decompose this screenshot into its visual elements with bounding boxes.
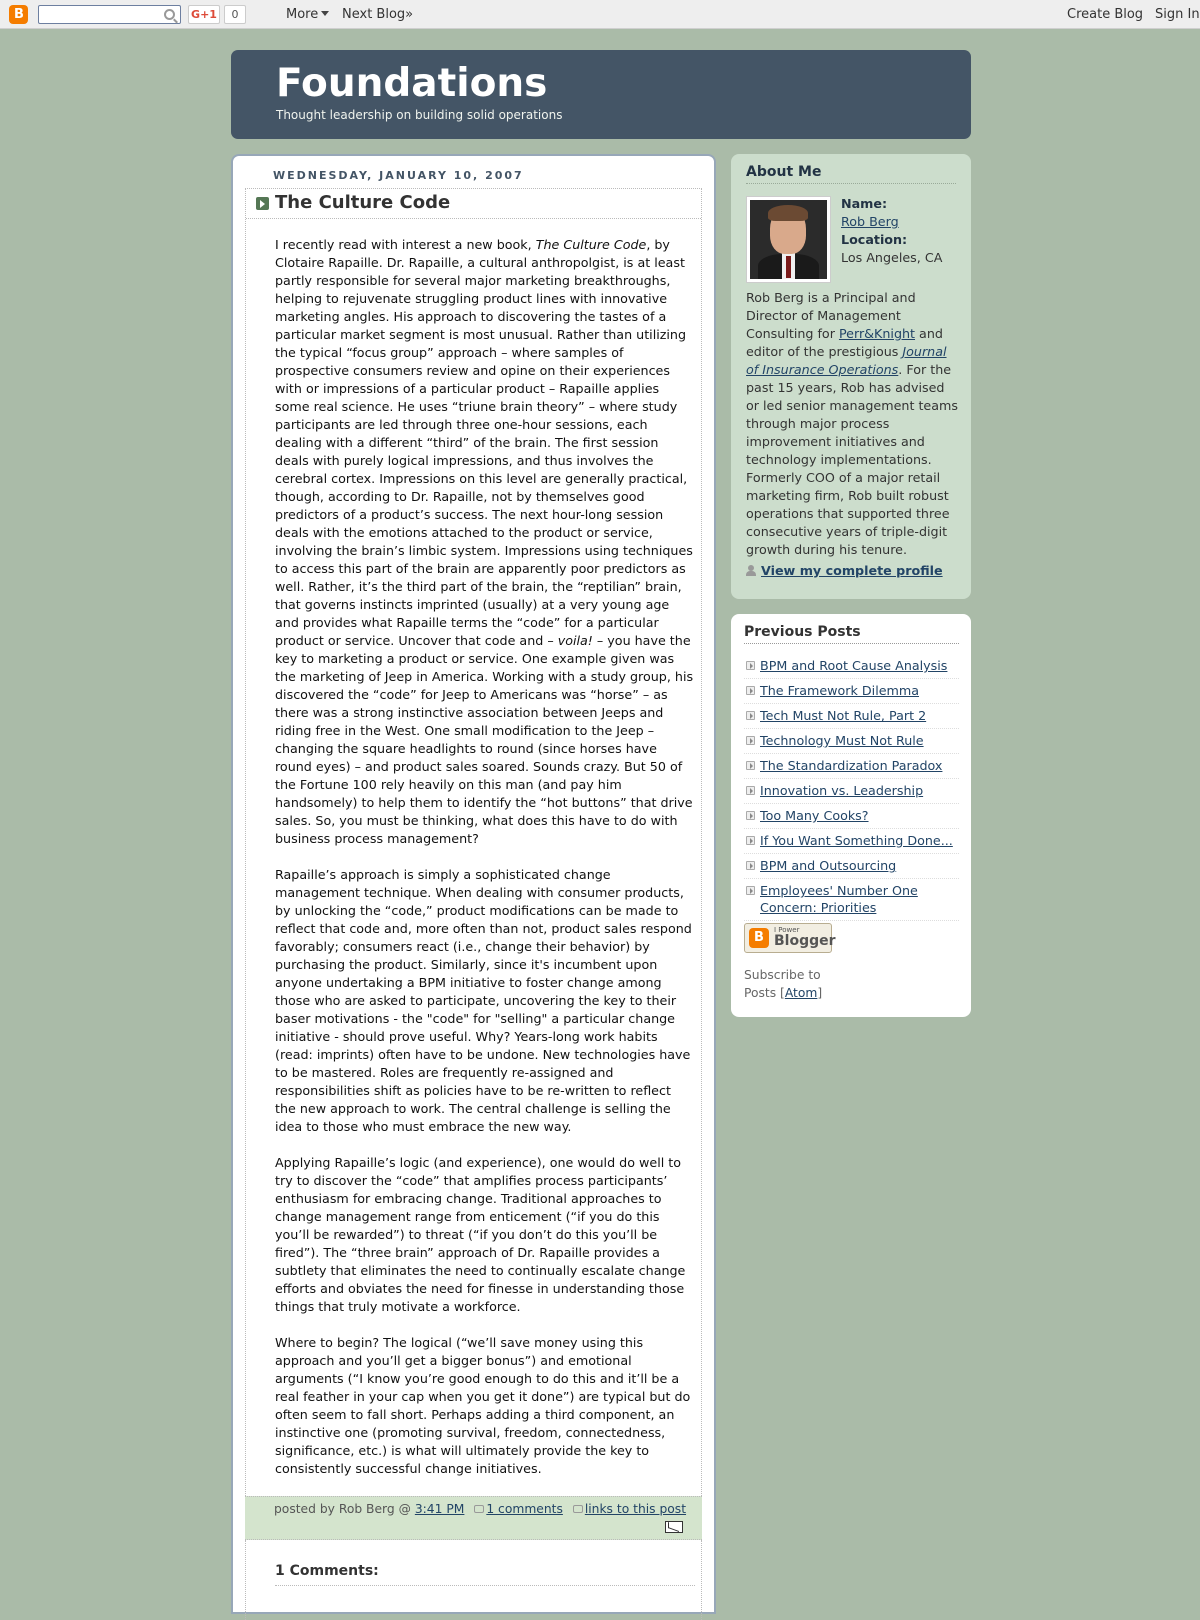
post-body (275, 236, 694, 1496)
post-time-link[interactable]: 3:41 PM (414, 1502, 465, 1516)
bullet-icon (746, 836, 755, 845)
powered-big-text: Blogger (774, 933, 836, 949)
post-meta (274, 1502, 686, 1516)
subscribe-text: Subscribe to (744, 968, 821, 982)
previous-posts-title: Previous Posts (744, 624, 959, 644)
bio-text: . For the past 15 years, Rob has advised or led senior management teams through major process improvement initiatives and technology implementations. Formerly COO of a major retail marketing firm, Rob built robust operations that supported three consecutive years of triple-digit growth during his tenure. (746, 362, 958, 557)
powered-by-blogger-badge[interactable] (744, 923, 836, 953)
post-paragraph-4: Where to begin? The logical (“we’ll save money using this approach and you’ll get a bigger bonus”) and emotional arguments (“I know you’re good enough to do this and it’ll be a real feather in your cap when you get it done”) are typical but do often seem to fall short. Perhaps adding a third component, an instinctive one (promoting survival, freedom, connectedness, significance, etc.) is what will ultimately provide the key to consistently successful change initiatives. (275, 1335, 691, 1476)
previous-post-link[interactable]: Technology Must Not Rule (760, 733, 924, 748)
bullet-icon (746, 736, 755, 745)
more-label: More (286, 7, 319, 22)
previous-post-link[interactable]: Innovation vs. Leadership (760, 783, 924, 798)
blog-header (231, 50, 971, 139)
previous-post-link[interactable]: If You Want Something Done... (760, 833, 953, 848)
sign-in-link[interactable]: Sign In (1155, 7, 1200, 22)
about-bio (746, 289, 961, 559)
previous-post-link[interactable]: The Framework Dilemma (760, 683, 920, 698)
about-me-widget (731, 154, 971, 599)
book-title: The Culture Code (535, 237, 647, 252)
email-post-icon[interactable] (665, 1521, 683, 1533)
bullet-icon (746, 661, 755, 670)
blog-title[interactable]: Foundations (276, 61, 548, 106)
bullet-icon (746, 811, 755, 820)
atom-feed-link[interactable]: Atom (784, 986, 818, 1000)
profile-photo[interactable] (746, 196, 831, 283)
previous-post-link[interactable]: Tech Must Not Rule, Part 2 (760, 708, 927, 723)
previous-post-link[interactable]: BPM and Root Cause Analysis (760, 658, 948, 673)
profile-name-link[interactable]: Rob Berg (841, 214, 899, 229)
list-item (744, 729, 959, 754)
list-item (744, 754, 959, 779)
profile-fields (841, 195, 961, 267)
plus-one-count: 0 (224, 5, 246, 24)
post-paragraph-1 (275, 236, 694, 848)
list-item (744, 704, 959, 729)
create-blog-link[interactable]: Create Blog (1067, 7, 1144, 22)
chevron-down-icon (321, 11, 329, 16)
bullet-icon (746, 686, 755, 695)
list-item (744, 654, 959, 679)
profile-photo-image (750, 200, 827, 279)
post-date: WEDNESDAY, JANUARY 10, 2007 (273, 169, 524, 182)
list-item (744, 779, 959, 804)
comments-heading: 1 Comments: (275, 1563, 379, 1579)
previous-post-link[interactable]: BPM and Outsourcing (760, 858, 897, 873)
journal-link[interactable]: Journal of Insurance Operations (746, 344, 947, 377)
divider (275, 1585, 695, 1586)
blogger-logo-icon[interactable] (9, 5, 28, 24)
previous-posts-widget (731, 614, 971, 1017)
previous-posts-list (744, 654, 959, 921)
perr-knight-link[interactable]: Perr&Knight (838, 326, 916, 341)
google-plus-one-button[interactable]: G+1 (188, 5, 220, 24)
post-title-row (246, 189, 701, 219)
location-value: Los Angeles, CA (841, 250, 943, 265)
post-title: The Culture Code (275, 192, 451, 213)
list-item (744, 879, 959, 921)
post-footer (245, 1496, 702, 1540)
comments-section (245, 1540, 702, 1620)
previous-post-link[interactable]: The Standardization Paradox (760, 758, 943, 773)
photo-hair (768, 205, 808, 221)
link-icon (573, 1505, 583, 1513)
person-icon (746, 565, 756, 576)
bullet-icon (746, 711, 755, 720)
comment-icon (474, 1505, 484, 1513)
list-item (744, 829, 959, 854)
post-text: , by Clotaire Rapaille. Dr. Rapaille, a cultural anthropolgist, is at least partly responsible for several major marketing breakthroughs, helping to rejuvenate struggling product lines with innovative marketing angles. His approach to discovering the tastes of a particular market segment is most unusual. Rather than utilizing the typical “focus group” approach – where samples of prospective consumers review and opine on their experiences with or impressions of a particular product – Rapaille applies some real science. He uses “triune brain theory” – where study participants are led through three one-hour sessions, each dealing with a different “third” of the brain. The first session deals with purely logical impressions, and thus involves the cerebral cortex. Impressions on this level are generally practical, though, according to Dr. Rapaille, not by themselves good predictors of a product’s success. The next hour-long session deals with the emotions attached to the product or service, involving the brain’s limbic system. Impressions using techniques to access this part of the brain are apparently poor predictors as well. Rather, it’s the third part of the brain, the “reptilian” brain, that governs instincts imprinted (usually) at a very young age and provides what Rapaille terms the “code” for a particular product or service. Uncover that code and – (275, 237, 693, 648)
blogger-navbar (0, 0, 1200, 29)
bullet-icon (746, 886, 755, 895)
post-paragraph-3: Applying Rapaille’s logic (and experience), one would do well to try to discover the “code” that amplifies process participants’ enthusiasm for embracing change. Traditional approaches to change management range from enticement (“if you do this you’ll be rewarded”) to threat (“if you don’t do this you’ll be fired”). The “three brain” approach of Dr. Rapaille provides a subtlety that eliminates the need to continually escalate change efforts and obviates the need for finesse in understanding those things that truly motivate a workforce. (275, 1155, 686, 1314)
photo-tie (786, 256, 791, 278)
about-me-title: About Me (746, 164, 956, 184)
next-blog-link[interactable]: Next Blog» (342, 7, 414, 22)
search-icon[interactable] (164, 9, 175, 20)
more-menu[interactable] (286, 7, 329, 22)
bio-text: and editor of the prestigious (746, 326, 943, 359)
subscribe (744, 966, 864, 1002)
name-label: Name: (841, 196, 888, 211)
voila-text: voila! (557, 633, 593, 648)
comments-link[interactable]: 1 comments (486, 1502, 563, 1516)
blogger-logo-letter: B (14, 7, 24, 22)
list-item (744, 804, 959, 829)
subscribe-text: Posts [ (744, 986, 785, 1000)
view-profile-link[interactable]: View my complete profile (761, 563, 943, 578)
list-item (744, 679, 959, 704)
bullet-icon (746, 761, 755, 770)
bio-text: Rob Berg is a Principal and Director of Management Consulting for (746, 290, 916, 341)
previous-post-link[interactable]: Too Many Cooks? (760, 808, 869, 823)
bullet-icon (746, 861, 755, 870)
post-text: I recently read with interest a new book, (275, 237, 536, 252)
main-column (231, 154, 716, 1614)
subscribe-text: ] (817, 986, 823, 1000)
arrow-bullet-icon (256, 197, 269, 210)
subscribe-line (744, 984, 864, 1002)
previous-post-link[interactable]: Employees' Number One Concern: Priorities (760, 883, 918, 915)
powered-small-text: I Power (774, 926, 800, 934)
post-text: – you have the key to marketing a product or service. One example given was the marketing of Jeep in America. Working with a study group, his discovered the “code” for Jeep to Americans was “horse” – as there was a strong instinctive association between Jeeps and riding free in the West. One small modification to the Jeep – changing the square headlights to round (since horses have round eyes) – and product sales soared. Sounds crazy. But 50 of the Fortune 100 rely heavily on this man (and pay him handsomely) to help them to identify the “hot buttons” that drive sales. So, you must be thinking, what does this have to do with business process management? (275, 633, 694, 846)
links-to-post-link[interactable]: links to this post (584, 1502, 687, 1516)
blog-description: Thought leadership on building solid operations (276, 108, 563, 122)
posted-by-text: posted by Rob Berg @ (274, 1502, 411, 1516)
list-item (744, 854, 959, 879)
location-label: Location: (841, 232, 908, 247)
post (245, 188, 702, 1598)
search-input[interactable] (38, 5, 181, 24)
post-paragraph-2: Rapaille’s approach is simply a sophisticated change management technique. When dealing with consumer products, by unlocking the “code,” product modifications can be made to reflect that code and, more often than not, product sales respond favorably; consumers react (i.e., change their behavior) by purchasing the product. Similarly, since it's incumbent upon anyone undertaking a BPM initiative to foster change among those who are asked to participate, uncovering the key to their baser motivations - the "code" for "selling" a particular change initiative - should prove useful. Why? Years-long work habits (read: imprints) often have to be undone. New technologies have to be mastered. Roles are frequently re-assigned and responsibilities shift as policies have to be re-written to reflect the new approach to work. The central challenge is selling the idea to those who must embrace the new way. (275, 867, 692, 1134)
view-profile (746, 563, 943, 578)
blogger-badge-icon: B (749, 928, 769, 948)
bullet-icon (746, 786, 755, 795)
